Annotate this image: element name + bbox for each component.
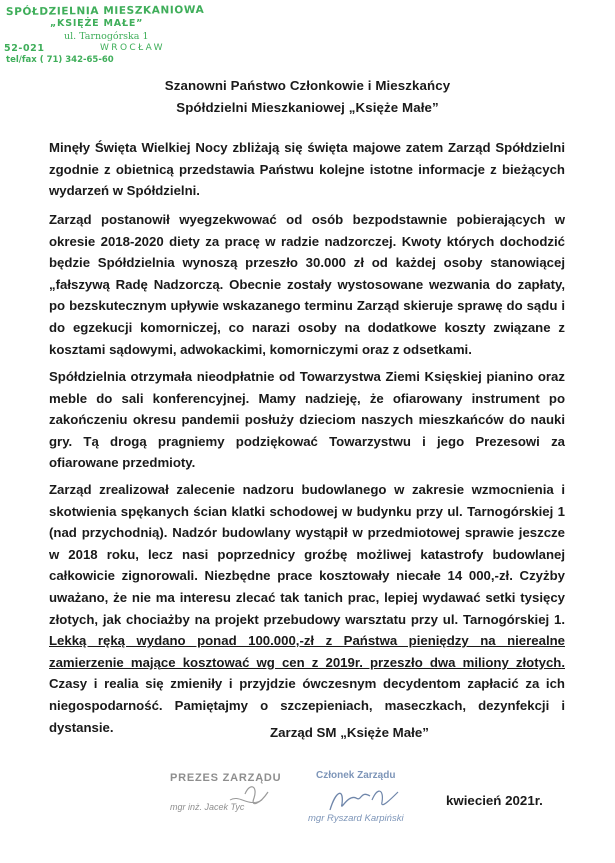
stamp-city: WROCŁAW	[100, 43, 165, 53]
stamp-line-3: ul. Tarnogórska 1	[64, 31, 149, 42]
organization-stamp	[4, 3, 205, 66]
closing-signature-line: Zarząd SM „Księże Małe”	[270, 725, 429, 740]
heading-line-2: Spółdzielni Mieszkaniowej „Księże Małe”	[176, 100, 439, 115]
president-title: PREZES ZARZĄDU	[170, 772, 282, 784]
board-member-signature-stamp	[300, 760, 440, 830]
stamp-phone: tel/fax ( 71) 342-65-60	[6, 55, 114, 65]
president-signature-stamp	[150, 764, 290, 824]
president-name: mgr inż. Jacek Tyc	[170, 802, 245, 812]
stamp-line-1: SPÓŁDZIELNIA MIESZKANIOWA	[5, 3, 205, 19]
president-signature-scribble	[150, 764, 290, 824]
paragraph-2: Zarząd postanowił wyegzekwować od osób bezpodstawnie pobierających w okresie 2018-2020 diety za pracę w radzie nadzorczej. Kwoty których dochodzić będzie Spółdzielnia wynoszą przeszło 30.000 zł od każdej osoby stanowiącej „fałszywą Radę Nadzorczą. Obecnie zostały wystosowane wezwania do zapłaty, po bezskutecznym upływie wskazanego terminu Zarząd skieruje sprawę do sądu i do egzekucji komorniczej, co narazi osoby na dodatkowe koszty związane z kosztami sądowymi, adwokackimi, komorniczymi oraz z odsetkami.	[49, 212, 565, 357]
board-member-name: mgr Ryszard Karpiński	[308, 813, 404, 824]
paragraph-1: Minęły Święta Wielkiej Nocy zbliżają się święta majowe zatem Zarząd Spółdzielni zgodnie z obietnicą przedstawia Państwu kolejne istotne informacje z bieżących wydarzeń w Spółdzielni.	[49, 140, 565, 199]
heading-line-1: Szanowni Państwo Członkowie i Mieszkańcy	[164, 78, 451, 93]
paragraph-4-underlined: Lekką ręką wydano ponad 100.000,-zł z Państwa pieniędzy na nierealne zamierzenie mające kosztować wg cen z 2019r. przeszło dwa miliony złotych.	[49, 633, 565, 670]
paragraph-4-start: Zarząd zrealizował zalecenie nadzoru budowlanego w zakresie wzmocnienia i skotwienia spękanych ścian klatki schodowej w budynku przy ul. Tarnogórskiej 1 (nad przychodnią). Nadzór budowlany wystąpił w przedmiotowej sprawie jeszcze w 2018 roku, lecz nasi poprzednicy groźbę możliwej katastrofy budowlanej całkowicie zignorowali. Niezbędne prace kosztowały niecałe 14 000,-zł. Czyżby uważano, że nie ma interesu zlecać tak tanich prac, lepiej wydawać setki tysięcy złotych, jak chociażby na projekt przebudowy warsztatu przy ul. Tarnogórskiej 1.	[49, 482, 565, 627]
stamp-postal-code: 52-021	[4, 43, 45, 54]
paragraph-4-end: Czasy i realia się zmieniły i przyjdzie ówczesnym decydentom zapłacić za ich niegospodarność. Pamiętajmy o szczepieniach, maseczkach, dezynfekcji i dystansie.	[49, 676, 565, 735]
board-member-title: Członek Zarządu	[316, 770, 396, 781]
paragraph-4	[49, 479, 565, 738]
paragraph-3: Spółdzielnia otrzymała nieodpłatnie od Towarzystwa Ziemi Księskiej pianino oraz meble do sali konferencyjnej. Mamy nadzieję, że ofiarowany instrument po zakończeniu okresu pandemii posłuży dzieciom naszych mieszkańców do nauki gry. Tą drogą pragniemy podziękować Towarzystwu i jego Prezesowi za ofiarowane przedmioty.	[49, 369, 565, 471]
document-date: kwiecień 2021r.	[446, 793, 543, 808]
stamp-line-2: „KSIĘŻE MAŁE”	[50, 18, 144, 29]
